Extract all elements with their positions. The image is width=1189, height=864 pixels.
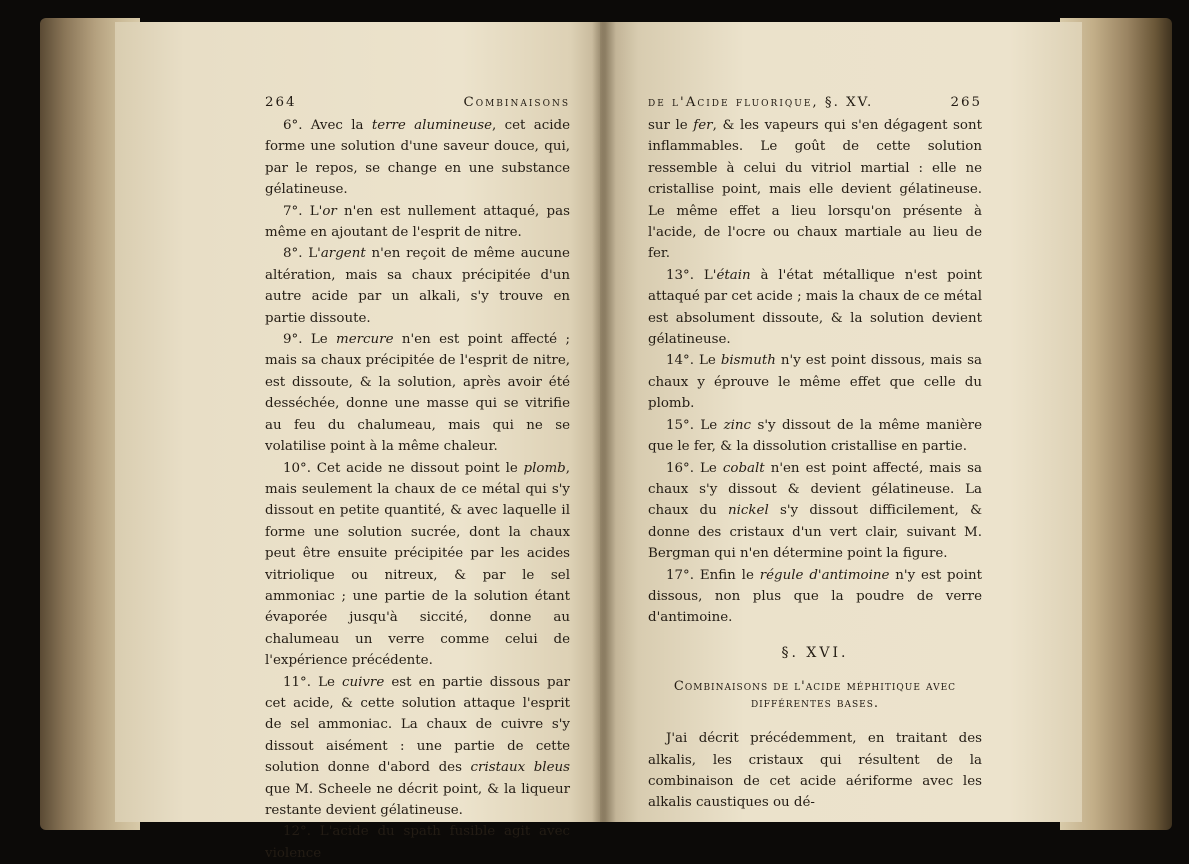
right-body: [648, 115, 982, 814]
paragraph: 17°. Enfin le régule d'antimoine n'y est point dissous, non plus que la poudre de verre d'antimoine.: [648, 567, 982, 626]
paragraph: 15°. Le zinc s'y dissout de la même manière que le fer, & la dissolution cristallise en partie.: [648, 417, 982, 455]
left-body: [265, 115, 570, 864]
paragraph: 12°. L'acide du spath fusible agit avec violence: [265, 824, 570, 861]
paragraph: 9°. Le mercure n'en est point affecté ; mais sa chaux précipitée de l'esprit de nitre, est dissoute, & la solution, après avoir été desséchée, donne une masse qui se vitrifie au feu du chalumeau, mais qui ne se volatilise point à la même chaleur.: [265, 332, 570, 455]
paragraph: 11°. Le cuivre est en partie dissous par cet acide, & cette solution attaque l'esprit de sel ammoniac. La chaux de cuivre s'y dissout aisément : une partie de cette solution donne d'abord des cristaux bleus que M. Scheele ne décrit point, & la liqueur restante devient gélatineuse.: [265, 674, 570, 818]
right-page-number: 265: [950, 95, 982, 110]
section-title: Combinaisons de l'acide méphitique avec différentes bases.: [673, 679, 957, 712]
paragraph: 16°. Le cobalt n'en est point affecté, mais sa chaux s'y dissout & devient gélatineuse. La chaux du nickel s'y dissout difficilement, & donne des cristaux d'un vert clair, suivant M. Bergman qui n'en détermine point la figure.: [648, 460, 982, 562]
paragraph: 7°. L'or n'en est nullement attaqué, pas même en ajoutant de l'esprit de nitre.: [265, 203, 570, 241]
paragraph: 6°. Avec la terre alumineuse, cet acide forme une solution d'une saveur douce, qui, par le repos, se change en une substance gélatineuse.: [265, 118, 570, 198]
right-page: [600, 22, 1082, 822]
left-running-head: Combinaisons: [463, 95, 570, 110]
right-header: [648, 92, 982, 114]
paragraph: 8°. L'argent n'en reçoit de même aucune altération, mais sa chaux précipitée d'un autre acide par un alkali, s'y trouve en partie dissoute.: [265, 246, 570, 326]
right-running-head: de l'Acide fluorique, §. XV.: [648, 95, 874, 110]
paragraph: 14°. Le bismuth n'y est point dissous, mais sa chaux y éprouve le même effet que celle du plomb.: [648, 353, 982, 412]
section-mark: §. XVI.: [781, 644, 849, 661]
paragraph: J'ai décrit précédemment, en traitant des alkalis, les cristaux qui résultent de la combinaison de cet acide aériforme avec les alkalis caustiques ou dé-: [648, 731, 982, 811]
left-page: [115, 22, 610, 861]
left-page-number: 264: [265, 95, 297, 110]
paragraph: 13°. L'étain à l'état métallique n'est point attaqué par cet acide ; mais la chaux de ce métal est absolument dissoute, & la solution devient gélatineuse.: [648, 267, 982, 348]
left-header: [265, 92, 570, 114]
book-gutter: [592, 22, 616, 822]
paragraph: 10°. Cet acide ne dissout point le plomb, mais seulement la chaux de ce métal qui s'y dissout en petite quantité, & avec laquelle il forme une solution sucrée, dont la chaux peut être ensuite précipitée par les acides vitriolique ou nitreux, & par le sel ammoniac ; une partie de la solution étant évaporée jusqu'à siccité, donne au chalumeau un verre comme celui de l'expérience précédente.: [265, 460, 570, 669]
paragraph: sur le fer, & les vapeurs qui s'en dégagent sont inflammables. Le goût de cette solution ressemble à celui du vitriol martial : elle ne cristallise point, mais elle devient gélatineuse. Le même effet a lieu lorsqu'on présente à l'acide, de l'ocre ou chaux martiale au lieu de fer.: [648, 118, 982, 262]
